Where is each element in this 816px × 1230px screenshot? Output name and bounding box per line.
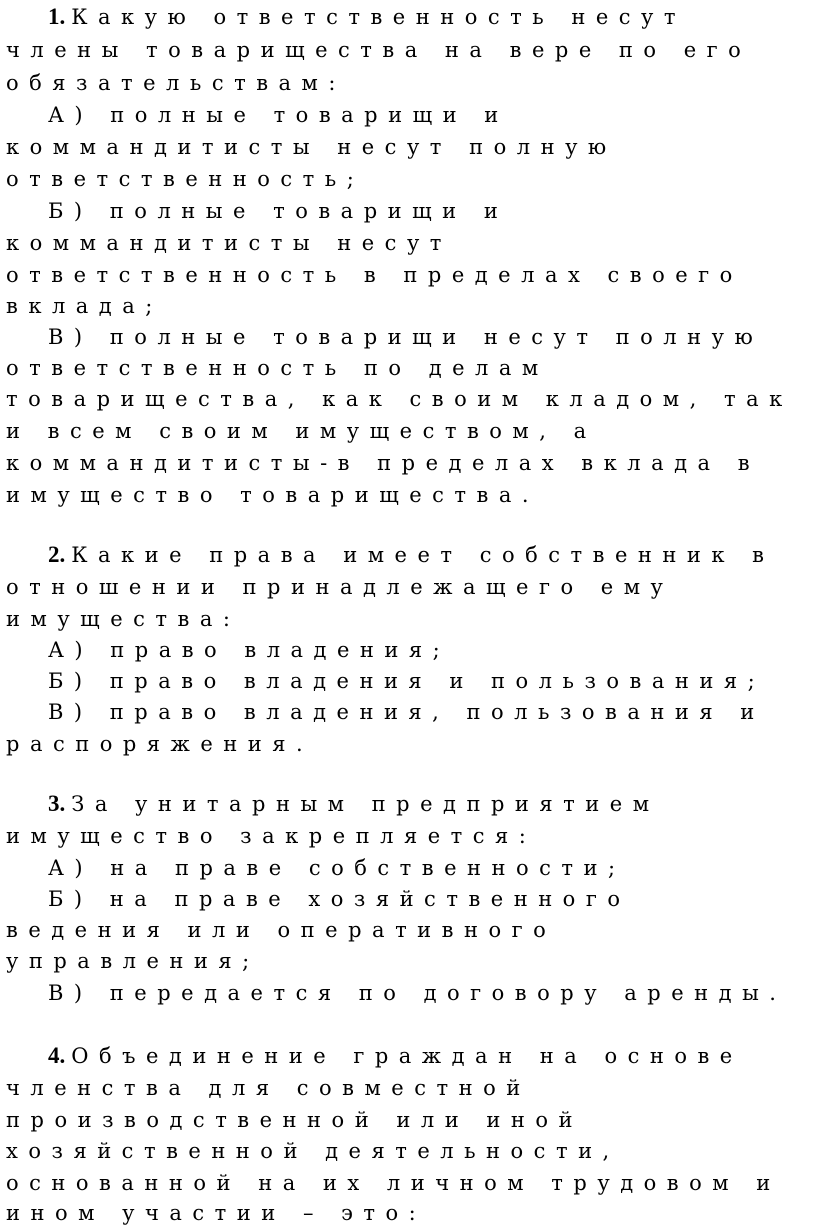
question-3-option-a-1: А) на праве собственности;	[48, 856, 626, 880]
question-1-text-3: обязательствам:	[6, 71, 346, 95]
question-1-option-a-2: коммандитисты несут полную	[6, 135, 617, 159]
question-2-option-c-1: В) право владения, пользования и	[48, 700, 765, 724]
question-4-text-3: производственной или иной	[6, 1108, 584, 1132]
question-1-text-2: члены товарищества на вере по его	[6, 38, 752, 62]
question-3-number: 3.	[48, 791, 66, 816]
question-3-line-1	[48, 787, 660, 821]
question-4-text-6: ином участии – это:	[6, 1201, 427, 1225]
question-4-text-4: хозяйственной деятельности,	[6, 1139, 620, 1163]
question-3-text-2: имущество закрепляется:	[6, 824, 537, 848]
question-2-text-1: Какие права имеет собственник в	[71, 543, 775, 567]
question-2-option-b-1: Б) право владения и пользования;	[48, 669, 766, 693]
question-1-line-1	[48, 0, 686, 34]
question-1-option-b-3: ответственность в пределах своего	[6, 263, 743, 287]
question-1-option-a-1: А) полные товарищи и	[48, 103, 509, 127]
question-3-option-c-1: В) передается по договору аренды.	[48, 981, 787, 1005]
question-1-option-c-6: имущество товарищества.	[6, 483, 540, 507]
question-2-number: 2.	[48, 542, 66, 567]
question-3-text-1: За унитарным предприятием	[71, 792, 660, 816]
question-1-option-c-5: коммандитисты‑в пределах вклада в	[6, 451, 761, 475]
question-2-text-2: отношении принадлежащего ему	[6, 575, 674, 599]
question-4-line-1	[48, 1039, 743, 1073]
question-1-option-b-1: Б) полные товарищи и	[48, 199, 509, 223]
question-4-text-5: основанной на их личном трудовом и	[6, 1171, 781, 1195]
question-2-option-c-2: распоряжения.	[6, 732, 314, 756]
question-3-option-b-2: ведения или оперативного	[6, 918, 557, 942]
question-4-text-2: членства для совместной	[6, 1076, 531, 1100]
question-1-number: 1.	[48, 4, 66, 29]
question-2-option-a-1: А) право владения;	[48, 638, 451, 662]
question-1-option-c-4: и всем своим имуществом, а	[6, 419, 597, 443]
question-1-option-b-2: коммандитисты несут	[6, 231, 452, 255]
question-2-line-1	[48, 538, 775, 572]
question-1-text-1: Какую ответственность несут	[71, 5, 687, 29]
question-1-option-c-1: В) полные товарищи несут полную	[48, 325, 764, 349]
question-1-option-c-3: товарищества, как своим кладом, так	[6, 387, 793, 411]
question-1-option-c-2: ответственность по делам	[6, 356, 549, 380]
question-3-option-b-1: Б) на праве хозяйственного	[48, 887, 631, 911]
question-3-option-b-3: управления;	[6, 949, 260, 973]
question-4-number: 4.	[48, 1043, 66, 1068]
question-1-option-b-4: вклада;	[6, 294, 163, 318]
question-2-text-3: имущества:	[6, 607, 241, 631]
question-1-option-a-3: ответственность;	[6, 167, 365, 191]
question-4-text-1: Объединение граждан на основе	[71, 1044, 743, 1068]
